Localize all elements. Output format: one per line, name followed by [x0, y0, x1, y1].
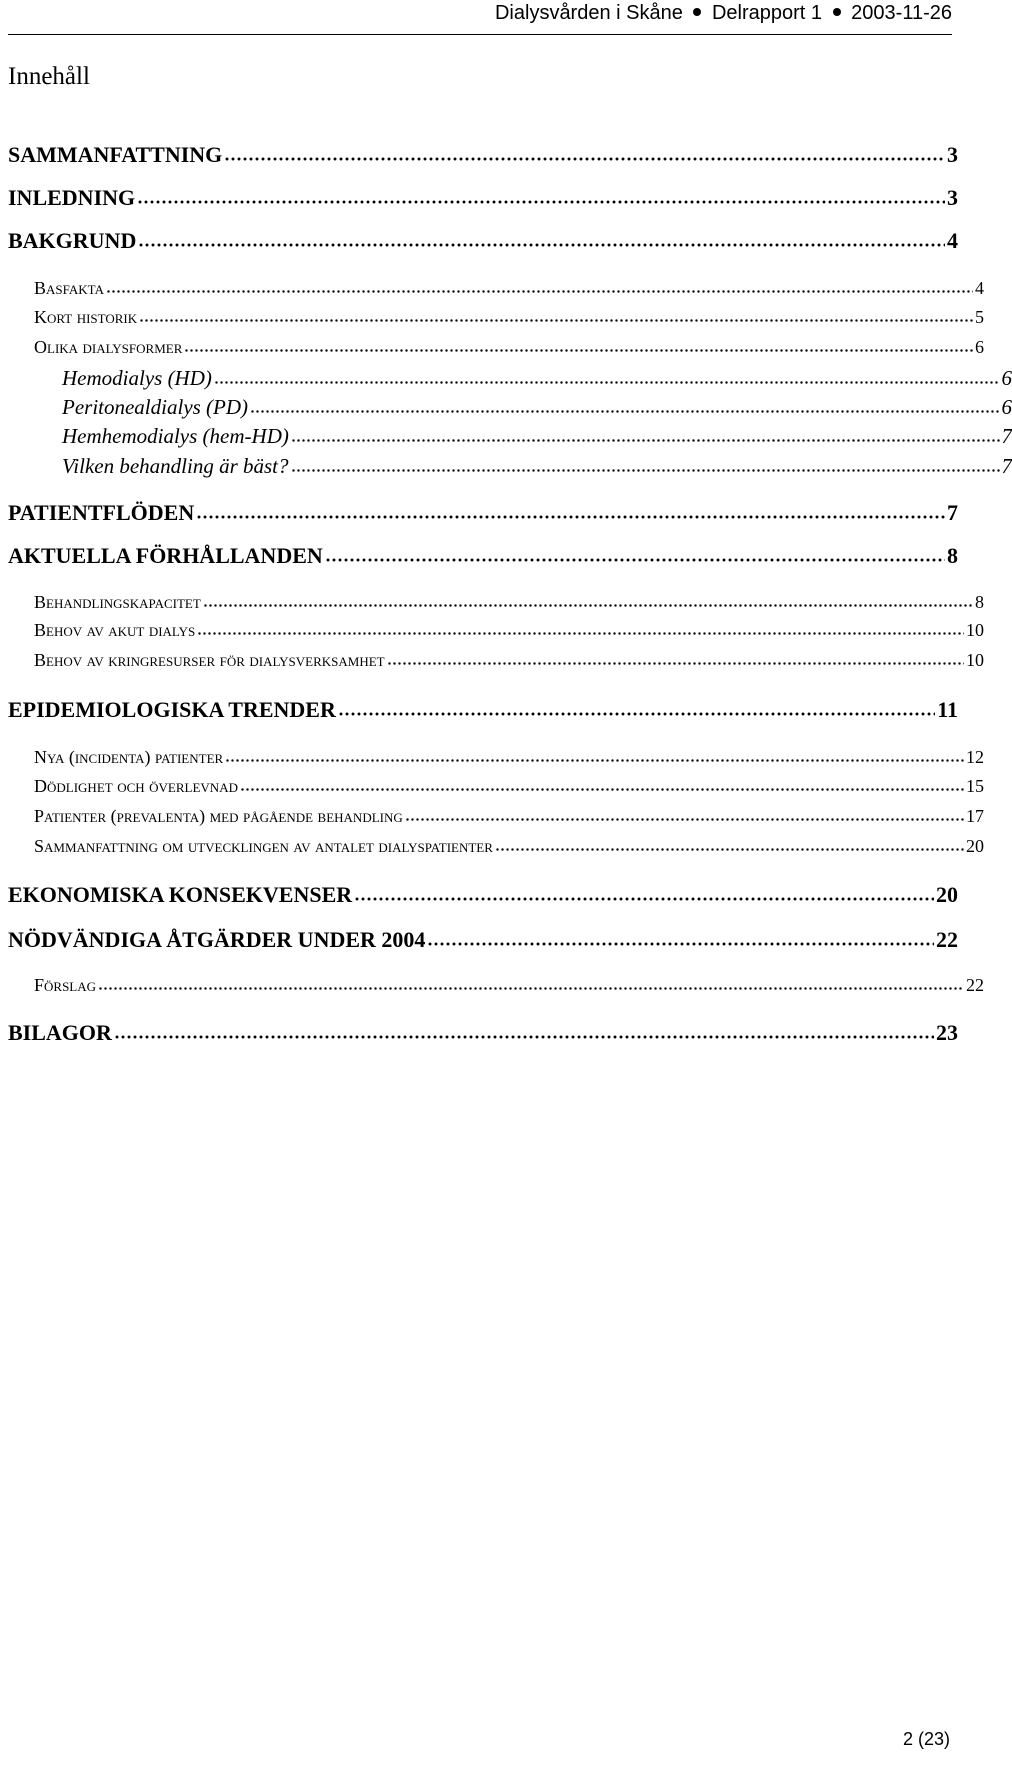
toc-entry-label: Behov av akut dialys [34, 620, 196, 640]
toc-entry[interactable] [0, 695, 958, 724]
toc-entry[interactable] [0, 452, 1012, 479]
toc-entry-page: 7 [947, 500, 958, 525]
toc-entry[interactable] [0, 226, 958, 255]
toc-entry[interactable] [0, 774, 984, 798]
toc-entry-label: BAKGRUND [8, 228, 137, 253]
toc-entry[interactable] [0, 618, 984, 642]
toc-entry[interactable] [0, 183, 958, 212]
toc-dot-leader [139, 305, 973, 323]
toc-dot-leader [224, 140, 945, 162]
toc-dot-leader [291, 452, 1000, 473]
toc-entry-page: 3 [947, 142, 958, 167]
toc-entry[interactable] [0, 880, 958, 909]
bullet-icon [693, 8, 701, 16]
toc-entry-label: PATIENTFLÖDEN [8, 500, 195, 525]
toc-entry-page: 15 [966, 776, 984, 796]
toc-entry-page: 7 [1001, 424, 1012, 448]
toc-entry-page: 12 [966, 747, 984, 767]
toc-entry-label: Patienter (prevalenta) med pågående behandling [34, 806, 403, 826]
toc-dot-leader [197, 618, 964, 636]
toc-dot-leader [138, 226, 945, 248]
toc-entry[interactable] [0, 804, 984, 828]
toc-dot-leader [427, 925, 934, 947]
toc-dot-leader [98, 973, 964, 991]
toc-entry-page: 11 [937, 697, 958, 722]
toc-entry-page: 5 [975, 307, 984, 327]
toc-entry-label: Dödlighet och överlevnad [34, 776, 238, 796]
toc-entry-label: EKONOMISKA KONSEKVENSER [8, 882, 353, 907]
toc-entry-label: Hemhemodialys (hem-HD) [62, 424, 289, 448]
toc-entry-label: Kort historik [34, 307, 138, 327]
toc-entry[interactable] [0, 422, 1012, 449]
toc-dot-leader [250, 393, 999, 414]
toc-entry[interactable] [0, 590, 984, 614]
header-report-title: Dialysvården i Skåne [494, 2, 683, 24]
toc-dot-leader [114, 1018, 934, 1040]
toc-entry-label: AKTUELLA FÖRHÅLLANDEN [8, 543, 323, 568]
toc-dot-leader [214, 364, 1000, 385]
toc-dot-leader [338, 695, 935, 717]
toc-dot-leader [203, 590, 973, 608]
toc-entry-label: Förslag [34, 975, 97, 995]
toc-entry-page: 17 [966, 806, 984, 826]
toc-entry-label: Basfakta [34, 278, 104, 298]
toc-entry[interactable] [0, 834, 984, 858]
toc-entry-label: Sammanfattning om utvecklingen av antalet dialyspatienter [34, 836, 493, 856]
toc-title: Innehåll [8, 63, 90, 90]
toc-entry-label: Vilken behandling är bäst? [62, 454, 289, 478]
header-date: 2003-11-26 [851, 2, 952, 24]
toc-entry-page: 6 [975, 337, 984, 357]
page-number: 2 (23) [902, 1729, 950, 1749]
toc-entry[interactable] [0, 140, 958, 169]
toc-dot-leader [225, 745, 964, 763]
toc-dot-leader [184, 335, 973, 353]
toc-entry-page: 23 [936, 1020, 958, 1045]
header-report-part: Delrapport 1 [711, 2, 823, 24]
toc-entry[interactable] [0, 335, 984, 359]
toc-entry-page: 8 [947, 543, 958, 568]
toc-entry-page: 22 [936, 927, 958, 952]
toc-entry-page: 8 [975, 592, 984, 612]
toc-entry[interactable] [0, 973, 984, 997]
toc-entry-page: 3 [947, 185, 958, 210]
toc-entry-label: Hemodialys (HD) [62, 366, 212, 390]
page-header [8, 0, 952, 35]
toc-entry-page: 20 [966, 836, 984, 856]
toc-dot-leader [325, 541, 945, 563]
toc-entry-label: Olika dialysformer [34, 337, 183, 357]
bullet-icon [833, 8, 841, 16]
toc-entry-page: 10 [966, 650, 984, 670]
toc-entry[interactable] [0, 648, 984, 672]
toc-entry-label: Peritonealdialys (PD) [62, 395, 249, 419]
toc-entry[interactable] [0, 1018, 958, 1047]
toc-entry[interactable] [0, 541, 958, 570]
toc-dot-leader [106, 276, 973, 294]
toc-entry-label: NÖDVÄNDIGA ÅTGÄRDER UNDER 2004 [8, 927, 426, 952]
toc-entry-label: EPIDEMIOLOGISKA TRENDER [8, 697, 336, 722]
toc-entry-page: 7 [1001, 454, 1012, 478]
toc-entry-label: BILAGOR [8, 1020, 112, 1045]
toc-entry[interactable] [0, 925, 958, 954]
toc-entry[interactable] [0, 305, 984, 329]
toc-entry[interactable] [0, 276, 984, 300]
toc-dot-leader [240, 774, 964, 792]
toc-dot-leader [196, 498, 945, 520]
toc-entry-label: Behov av kringresurser för dialysverksamhet [34, 650, 385, 670]
toc-entry-page: 6 [1001, 366, 1012, 390]
header-text [495, 0, 952, 26]
toc-entry[interactable] [0, 393, 1012, 420]
toc-entry[interactable] [0, 745, 984, 769]
toc-entry-page: 4 [975, 278, 984, 298]
toc-entry-page: 6 [1001, 395, 1012, 419]
toc-dot-leader [137, 183, 945, 205]
toc-entry-page: 20 [936, 882, 958, 907]
toc-entry-label: SAMMANFATTNING [8, 142, 223, 167]
toc-entry-label: Nya (incidenta) patienter [34, 747, 224, 767]
toc-dot-leader [387, 648, 964, 666]
toc-dot-leader [354, 880, 934, 902]
toc-entry-label: INLEDNING [8, 185, 136, 210]
toc-dot-leader [495, 834, 964, 852]
toc-entry[interactable] [0, 364, 1012, 391]
toc-entry-page: 22 [966, 975, 984, 995]
toc-dot-leader [405, 804, 964, 822]
toc-entry-label: Behandlingskapacitet [34, 592, 201, 612]
toc-dot-leader [291, 422, 1000, 443]
toc-entry-page: 4 [947, 228, 958, 253]
toc-entry-page: 10 [966, 620, 984, 640]
toc-entry[interactable] [0, 498, 958, 527]
